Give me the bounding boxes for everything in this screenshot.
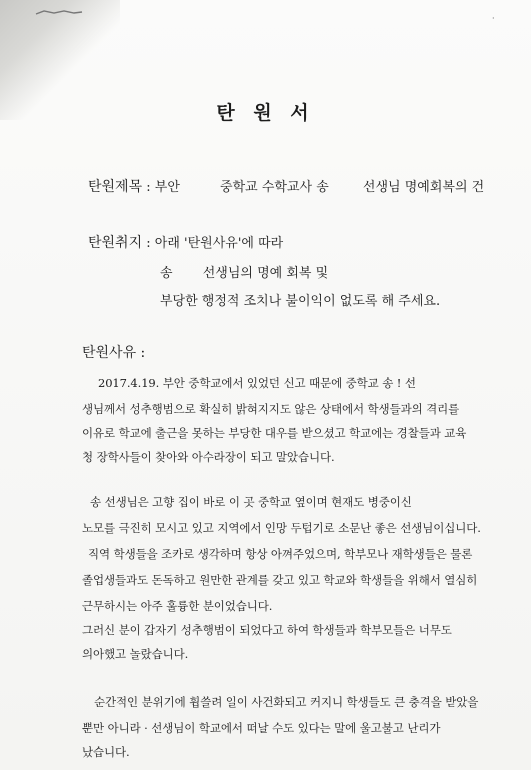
reason-line: 의아했고 놀랐습니다.	[82, 647, 189, 661]
stray-mark: ·	[492, 14, 495, 23]
reason-line: 청 장학사들이 찾아와 아수라장이 되고 말았습니다.	[82, 450, 335, 464]
purpose-label: 탄원취지	[88, 235, 143, 251]
subject-colon: :	[146, 180, 151, 195]
reason-line: 졸업생들과도 돈독하고 원만한 관계를 갖고 있고 학교와 학생들을 위해서 열심히	[82, 573, 478, 587]
subject-part-3: 선생님 명예회복의 건	[362, 180, 485, 195]
reason-line: 생님께서 성추행범으로 확실히 밝혀지지도 않은 상태에서 학생들과의 격리를	[82, 402, 460, 416]
reason-line: 이유로 학교에 출근을 못하는 부당한 대우를 받으셨고 학교에는 경찰들과 교육	[82, 426, 467, 440]
reason-line: 났습니다.	[82, 745, 130, 759]
document-title: 탄 원 서	[216, 102, 315, 124]
reason-line: 근무하시는 아주 훌륭한 분이었습니다.	[82, 599, 273, 613]
purpose-line-2b: 선생님의 명예 회복 및	[202, 266, 329, 281]
reason-line: 뿐만 아니라 · 선생님이 학교에서 떠날 수도 있다는 말에 울고불고 난리가	[82, 721, 441, 735]
subject-part-2: 중학교 수학교사 송	[220, 180, 329, 195]
purpose-line-2a: 송	[160, 266, 173, 281]
purpose-line-2	[160, 262, 328, 281]
staple-mark	[34, 8, 84, 18]
purpose-row	[88, 232, 283, 252]
subject-part-1: 부안	[154, 180, 180, 195]
subject-label: 탄원제목	[88, 179, 143, 195]
subject-row	[88, 176, 484, 196]
reason-line: 순간적인 분위기에 휩쓸려 일이 사건화되고 커지니 학생들도 큰 충격을 받았을	[94, 695, 479, 709]
reason-line: 2017.4.19. 부안 중학교에서 있었던 신고 때문에 중학교 송 ! 선	[98, 376, 416, 390]
purpose-line-3: 부당한 행정적 조치나 불이익이 없도록 해 주세요.	[160, 294, 441, 309]
reason-line: 노모를 극진히 모시고 있고 지역에서 인망 두텁기로 소문난 좋은 선생님이십니다.	[82, 521, 481, 535]
reason-line: 송 선생님은 고향 집이 바로 이 곳 중학교 옆이며 현재도 병중이신	[90, 495, 412, 509]
purpose-line-1: 아래 '탄원사유'에 따라	[154, 236, 284, 251]
reason-label: 탄원사유 :	[82, 345, 146, 361]
purpose-colon: :	[146, 236, 151, 251]
reason-line: 직역 학생들을 조카로 생각하며 항상 아껴주었으며, 학부모나 재학생들은 물론	[88, 547, 473, 561]
reason-line: 그러신 분이 갑자기 성추행범이 되었다고 하여 학생들과 학부모들은 너무도	[82, 623, 452, 637]
